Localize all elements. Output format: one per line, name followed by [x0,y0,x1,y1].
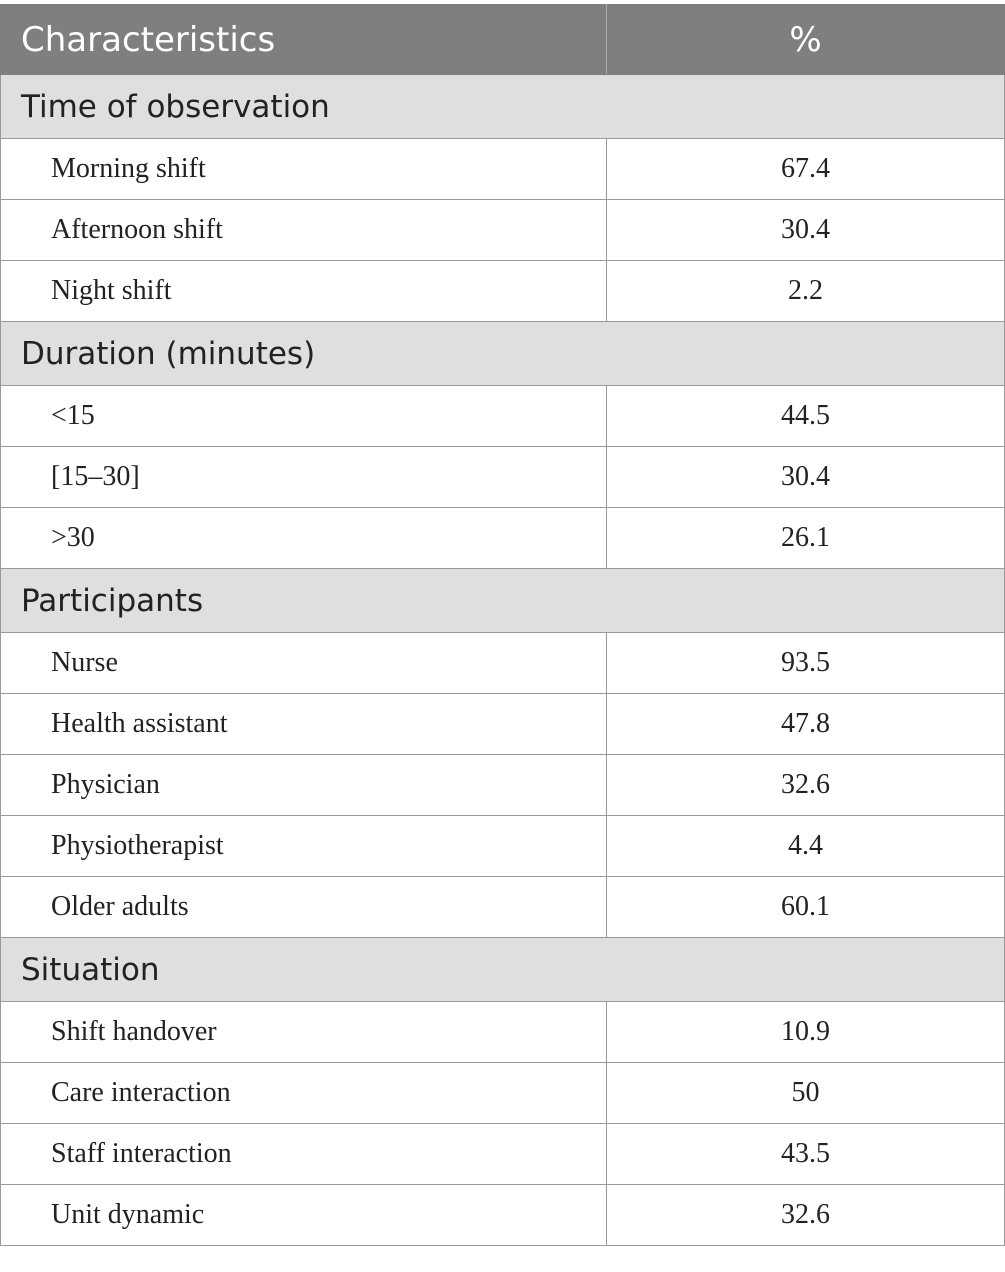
row-value: 47.8 [607,694,1005,755]
table-row [1,200,1005,261]
table-row [1,755,1005,816]
table-row [1,261,1005,322]
row-value: 10.9 [607,1002,1005,1063]
header-percent: % [607,5,1005,75]
group-row-participants [1,569,1005,633]
row-label: Unit dynamic [1,1185,607,1246]
row-value: 30.4 [607,447,1005,508]
row-value: 93.5 [607,633,1005,694]
row-label: Health assistant [1,694,607,755]
row-label: >30 [1,508,607,569]
table-row [1,1002,1005,1063]
table-row [1,633,1005,694]
row-label: Morning shift [1,139,607,200]
header-row [1,5,1005,75]
table-body [1,75,1005,1246]
row-label: Physiotherapist [1,816,607,877]
row-value: 50 [607,1063,1005,1124]
group-row-situation [1,938,1005,1002]
row-value: 2.2 [607,261,1005,322]
row-value: 32.6 [607,755,1005,816]
row-label: Physician [1,755,607,816]
group-row-time-of-observation [1,75,1005,139]
row-label: Care interaction [1,1063,607,1124]
row-label: [15–30] [1,447,607,508]
group-title: Situation [1,938,1005,1002]
row-label: Staff interaction [1,1124,607,1185]
row-value: 67.4 [607,139,1005,200]
table-header [1,5,1005,75]
row-value: 44.5 [607,386,1005,447]
row-value: 60.1 [607,877,1005,938]
group-row-duration [1,322,1005,386]
table-row [1,386,1005,447]
table-row [1,139,1005,200]
header-characteristics: Characteristics [1,5,607,75]
row-value: 43.5 [607,1124,1005,1185]
group-title: Participants [1,569,1005,633]
table-row [1,816,1005,877]
characteristics-table [0,4,1005,1246]
row-value: 32.6 [607,1185,1005,1246]
group-title: Duration (minutes) [1,322,1005,386]
table-row [1,1124,1005,1185]
table-row [1,1063,1005,1124]
table-row [1,508,1005,569]
row-value: 30.4 [607,200,1005,261]
row-label: <15 [1,386,607,447]
table-row [1,447,1005,508]
row-value: 26.1 [607,508,1005,569]
table-row [1,694,1005,755]
row-label: Nurse [1,633,607,694]
table-row [1,877,1005,938]
row-label: Afternoon shift [1,200,607,261]
row-label: Shift handover [1,1002,607,1063]
group-title: Time of observation [1,75,1005,139]
row-label: Older adults [1,877,607,938]
table-row [1,1185,1005,1246]
row-label: Night shift [1,261,607,322]
row-value: 4.4 [607,816,1005,877]
